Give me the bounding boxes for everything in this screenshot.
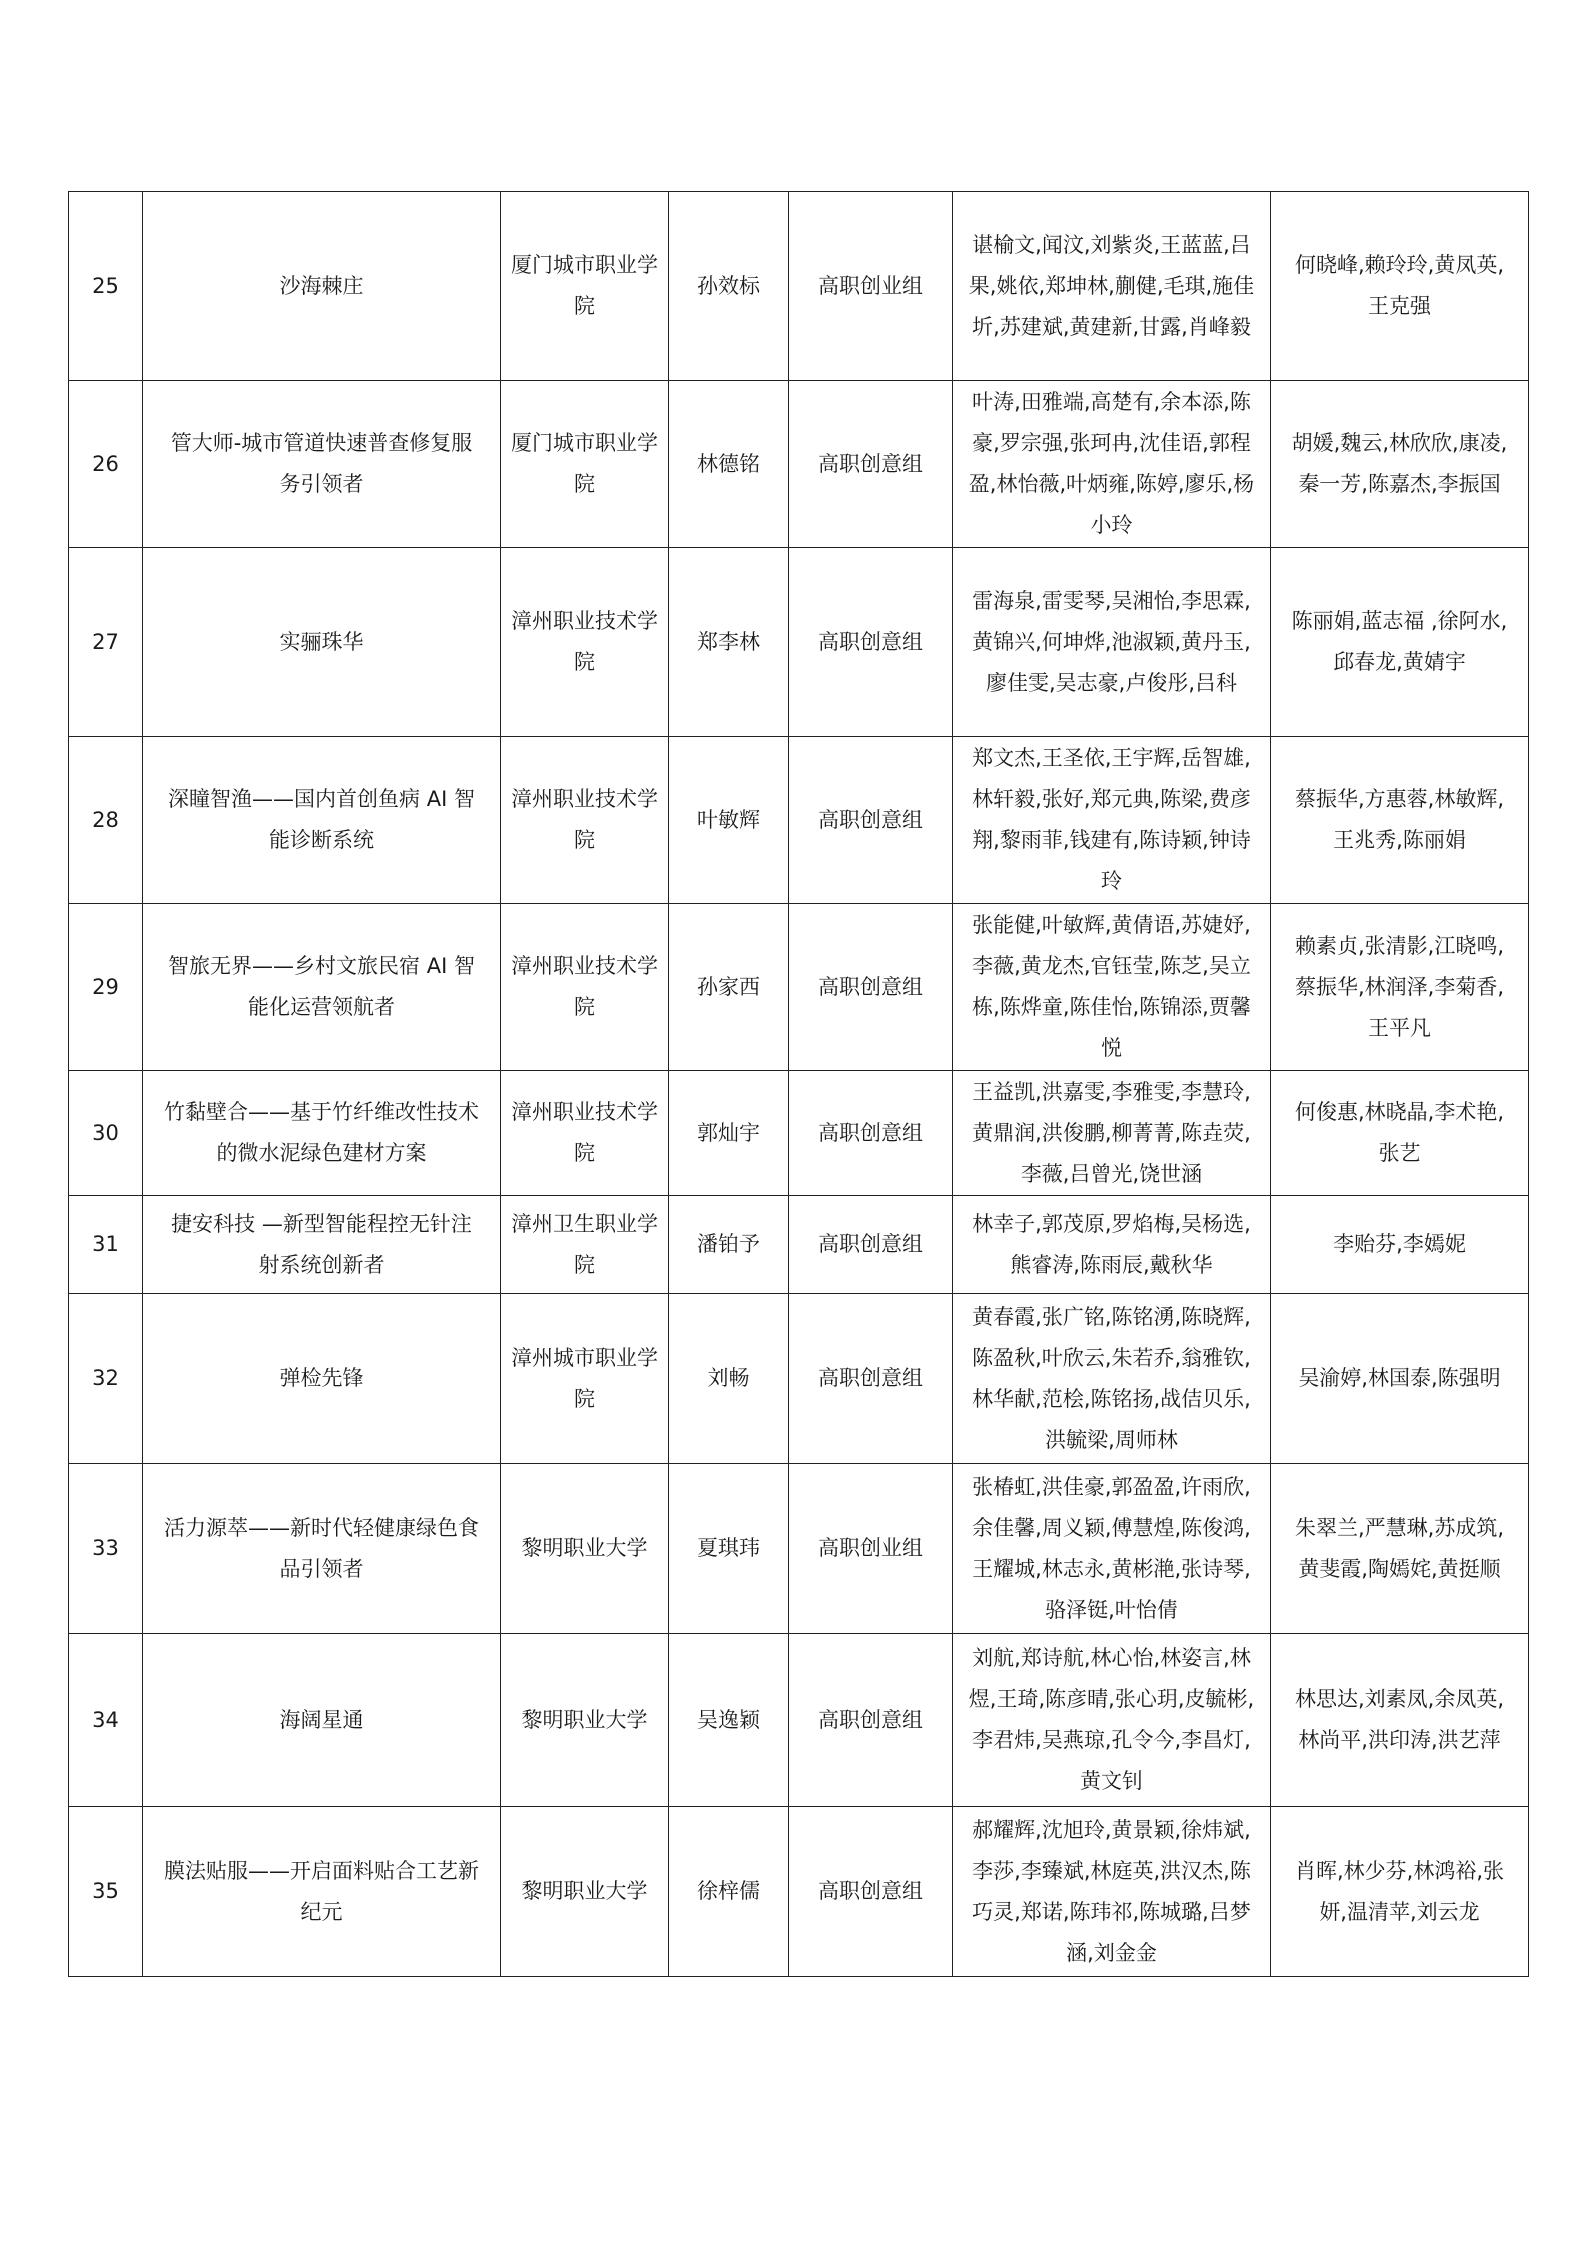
- project-leader-cell: 叶敏辉: [669, 737, 789, 904]
- project-name-cell: 智旅无界——乡村文旅民宿 AI 智能化运营领航者: [143, 904, 501, 1071]
- team-members-cell: 郝耀辉,沈旭玲,黄景颖,徐炜斌,李莎,李臻斌,林庭英,洪汉杰,陈巧灵,郑诺,陈玮祁,陈城璐,吕梦涵,刘金金: [953, 1807, 1271, 1977]
- row-number-cell: 34: [69, 1634, 143, 1807]
- project-leader-cell: 潘铂予: [669, 1196, 789, 1294]
- project-name-cell: 沙海棘庄: [143, 192, 501, 381]
- school-name-cell: 漳州职业技术学院: [501, 737, 669, 904]
- row-number-cell: 28: [69, 737, 143, 904]
- competition-group-cell: 高职创业组: [789, 1464, 953, 1634]
- row-number-cell: 35: [69, 1807, 143, 1977]
- project-name-cell: 管大师-城市管道快速普查修复服务引领者: [143, 381, 501, 548]
- project-leader-cell: 孙效标: [669, 192, 789, 381]
- project-leader-cell: 徐梓儒: [669, 1807, 789, 1977]
- advisors-cell: 何俊惠,林晓晶,李术艳,张艺: [1271, 1071, 1529, 1196]
- team-members-cell: 叶涛,田雅端,高楚有,余本添,陈豪,罗宗强,张珂冉,沈佳语,郭程盈,林怡薇,叶炳雍,陈婷,廖乐,杨小玲: [953, 381, 1271, 548]
- advisors-cell: 何晓峰,赖玲玲,黄凤英,王克强: [1271, 192, 1529, 381]
- project-name-cell: 海阔星通: [143, 1634, 501, 1807]
- school-name-cell: 漳州职业技术学院: [501, 548, 669, 737]
- row-number-cell: 25: [69, 192, 143, 381]
- team-members-cell: 谌榆文,闻汶,刘紫炎,王蓝蓝,吕果,姚依,郑坤林,蒯健,毛琪,施佳圻,苏建斌,黄建新,甘露,肖峰毅: [953, 192, 1271, 381]
- school-name-cell: 漳州城市职业学院: [501, 1294, 669, 1464]
- row-number-cell: 33: [69, 1464, 143, 1634]
- project-leader-cell: 郭灿宇: [669, 1071, 789, 1196]
- team-members-cell: 黄春霞,张广铭,陈铭湧,陈晓辉,陈盈秋,叶欣云,朱若乔,翁雅钦,林华献,范桧,陈铭扬,战佶贝乐,洪毓梁,周师林: [953, 1294, 1271, 1464]
- row-number-cell: 30: [69, 1071, 143, 1196]
- school-name-cell: 漳州职业技术学院: [501, 904, 669, 1071]
- advisors-cell: 朱翠兰,严慧琳,苏成筑,黄斐霞,陶嫣姹,黄挺顺: [1271, 1464, 1529, 1634]
- table-row: [69, 192, 1529, 381]
- row-number-cell: 27: [69, 548, 143, 737]
- team-members-cell: 张椿虹,洪佳豪,郭盈盈,许雨欣,余佳馨,周义颖,傅慧煌,陈俊鸿,王耀城,林志永,黄彬滟,张诗琴,骆泽铤,叶怡倩: [953, 1464, 1271, 1634]
- table-row: [69, 1634, 1529, 1807]
- advisors-cell: 李贻芬,李嫣妮: [1271, 1196, 1529, 1294]
- advisors-cell: 陈丽娟,蓝志福 ,徐阿水,邱春龙,黄婧宇: [1271, 548, 1529, 737]
- project-name-cell: 深瞳智渔——国内首创鱼病 AI 智能诊断系统: [143, 737, 501, 904]
- school-name-cell: 厦门城市职业学院: [501, 381, 669, 548]
- school-name-cell: 黎明职业大学: [501, 1634, 669, 1807]
- project-leader-cell: 夏琪玮: [669, 1464, 789, 1634]
- advisors-cell: 蔡振华,方惠蓉,林敏辉,王兆秀,陈丽娟: [1271, 737, 1529, 904]
- school-name-cell: 漳州卫生职业学院: [501, 1196, 669, 1294]
- project-leader-cell: 刘畅: [669, 1294, 789, 1464]
- project-leader-cell: 吴逸颖: [669, 1634, 789, 1807]
- row-number-cell: 32: [69, 1294, 143, 1464]
- advisors-cell: 肖晖,林少芬,林鸿裕,张妍,温清苹,刘云龙: [1271, 1807, 1529, 1977]
- table-row: [69, 1071, 1529, 1196]
- project-leader-cell: 郑李林: [669, 548, 789, 737]
- row-number-cell: 31: [69, 1196, 143, 1294]
- table-row: [69, 1807, 1529, 1977]
- advisors-cell: 胡媛,魏云,林欣欣,康凌,秦一芳,陈嘉杰,李振国: [1271, 381, 1529, 548]
- advisors-cell: 赖素贞,张清影,江晓鸣,蔡振华,林润泽,李菊香,王平凡: [1271, 904, 1529, 1071]
- project-name-cell: 竹黏壁合——基于竹纤维改性技术的微水泥绿色建材方案: [143, 1071, 501, 1196]
- competition-group-cell: 高职创意组: [789, 1196, 953, 1294]
- row-number-cell: 29: [69, 904, 143, 1071]
- project-leader-cell: 林德铭: [669, 381, 789, 548]
- team-members-cell: 王益凯,洪嘉雯,李雅雯,李慧玲,黄鼎润,洪俊鹏,柳菁菁,陈垚荧,李薇,吕曾光,饶世涵: [953, 1071, 1271, 1196]
- competition-group-cell: 高职创意组: [789, 548, 953, 737]
- award-table: [68, 191, 1529, 1977]
- competition-group-cell: 高职创意组: [789, 1294, 953, 1464]
- advisors-cell: 吴渝婷,林国泰,陈强明: [1271, 1294, 1529, 1464]
- competition-group-cell: 高职创意组: [789, 904, 953, 1071]
- table-row: [69, 548, 1529, 737]
- competition-group-cell: 高职创意组: [789, 737, 953, 904]
- school-name-cell: 厦门城市职业学院: [501, 192, 669, 381]
- project-name-cell: 实骊珠华: [143, 548, 501, 737]
- project-name-cell: 捷安科技 —新型智能程控无针注射系统创新者: [143, 1196, 501, 1294]
- advisors-cell: 林思达,刘素凤,余凤英,林尚平,洪印涛,洪艺萍: [1271, 1634, 1529, 1807]
- project-leader-cell: 孙家西: [669, 904, 789, 1071]
- table-row: [69, 1464, 1529, 1634]
- table-row: [69, 737, 1529, 904]
- table-row: [69, 904, 1529, 1071]
- table-row: [69, 1196, 1529, 1294]
- project-name-cell: 活力源萃——新时代轻健康绿色食品引领者: [143, 1464, 501, 1634]
- team-members-cell: 林幸子,郭茂原,罗焰梅,吴杨选,熊睿涛,陈雨辰,戴秋华: [953, 1196, 1271, 1294]
- project-name-cell: 膜法贴服——开启面料贴合工艺新纪元: [143, 1807, 501, 1977]
- school-name-cell: 漳州职业技术学院: [501, 1071, 669, 1196]
- competition-group-cell: 高职创意组: [789, 1807, 953, 1977]
- competition-group-cell: 高职创业组: [789, 192, 953, 381]
- team-members-cell: 张能健,叶敏辉,黄倩语,苏婕妤,李薇,黄龙杰,官钰莹,陈芝,吴立栋,陈烨童,陈佳怡,陈锦添,贾馨悦: [953, 904, 1271, 1071]
- row-number-cell: 26: [69, 381, 143, 548]
- team-members-cell: 刘航,郑诗航,林心怡,林姿言,林煜,王琦,陈彦晴,张心玥,皮毓彬,李君炜,吴燕琼,孔令今,李昌灯,黄文钊: [953, 1634, 1271, 1807]
- school-name-cell: 黎明职业大学: [501, 1807, 669, 1977]
- competition-group-cell: 高职创意组: [789, 1071, 953, 1196]
- project-name-cell: 弹检先锋: [143, 1294, 501, 1464]
- team-members-cell: 郑文杰,王圣依,王宇辉,岳智雄,林轩毅,张好,郑元典,陈梁,费彦翔,黎雨菲,钱建有,陈诗颖,钟诗玲: [953, 737, 1271, 904]
- competition-group-cell: 高职创意组: [789, 1634, 953, 1807]
- competition-group-cell: 高职创意组: [789, 381, 953, 548]
- team-members-cell: 雷海泉,雷雯琴,吴湘怡,李思霖,黄锦兴,何坤烨,池淑颖,黄丹玉,廖佳雯,吴志豪,卢俊彤,吕科: [953, 548, 1271, 737]
- table-row: [69, 1294, 1529, 1464]
- school-name-cell: 黎明职业大学: [501, 1464, 669, 1634]
- table-body: [69, 192, 1529, 1977]
- table-row: [69, 381, 1529, 548]
